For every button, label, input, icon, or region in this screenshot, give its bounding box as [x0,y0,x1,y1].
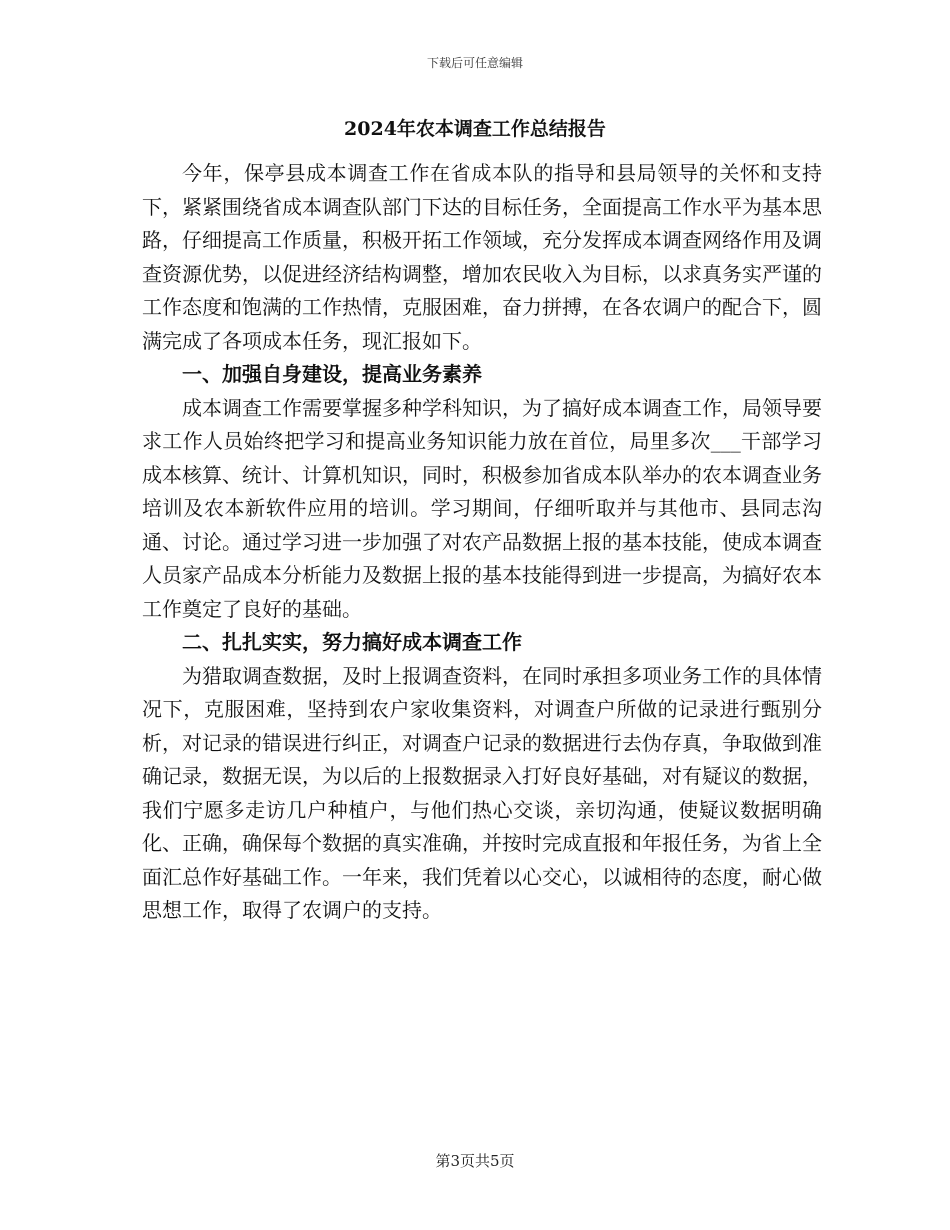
section-2-heading: 二、扎扎实实，努力搞好成本调查工作 [182,630,522,654]
page-number: 第3页共5页 [435,1152,515,1170]
header-note: 下载后可任意编辑 [426,56,523,70]
document-body [142,157,822,928]
intro-paragraph: 今年，保亭县成本调查工作在省成本队的指导和县局领导的关怀和支持下，紧紧围绕省成本调查队部门下达的目标任务，全面提高工作水平为基本思路，仔细提高工作质量，积极开拓工作领域，充分发挥成本调查网络作用及调查资源优势，以促进经济结构调整，增加农民收入为目标，以求真务实严谨的工作态度和饱满的工作热情，克服困难，奋力拼搏，在各农调户的配合下，圆满完成了各项成本任务，现汇报如下。 [142,161,822,353]
section-1-paragraph: 成本调查工作需要掌握多种学科知识，为了搞好成本调查工作，局领导要求工作人员始终把学习和提高业务知识能力放在首位，局里多次___干部学习成本核算、统计、计算机知识，同时，积极参加省成本队举办的农本调查业务培训及农本新软件应用的培训。学习期间，仔细听取并与其他市、县同志沟通、讨论。通过学习进一步加强了对农产品数据上报的基本技能，使成本调查人员家产品成本分析能力及数据上报的基本技能得到进一步提高，为搞好农本工作奠定了良好的基础。 [142,395,822,621]
section-2-paragraph: 为猎取调查数据，及时上报调查资料，在同时承担多项业务工作的具体情况下，克服困难，坚持到农户家收集资料，对调查户所做的记录进行甄别分析，对记录的错误进行纠正，对调查户记录的数据进行去伪存真，争取做到准确记录，数据无误，为以后的上报数据录入打好良好基础，对有疑议的数据，我们宁愿多走访几户种植户，与他们热心交谈，亲切沟通，使疑议数据明确化、正确，确保每个数据的真实准确，并按时完成直报和年报任务，为省上全面汇总作好基础工作。一年来，我们凭着以心交心，以诚相待的态度，耐心做思想工作，取得了农调户的支持。 [142,663,822,922]
document-title: 2024年农本调查工作总结报告 [344,118,606,140]
section-1-heading: 一、加强自身建设，提高业务素养 [182,362,482,386]
